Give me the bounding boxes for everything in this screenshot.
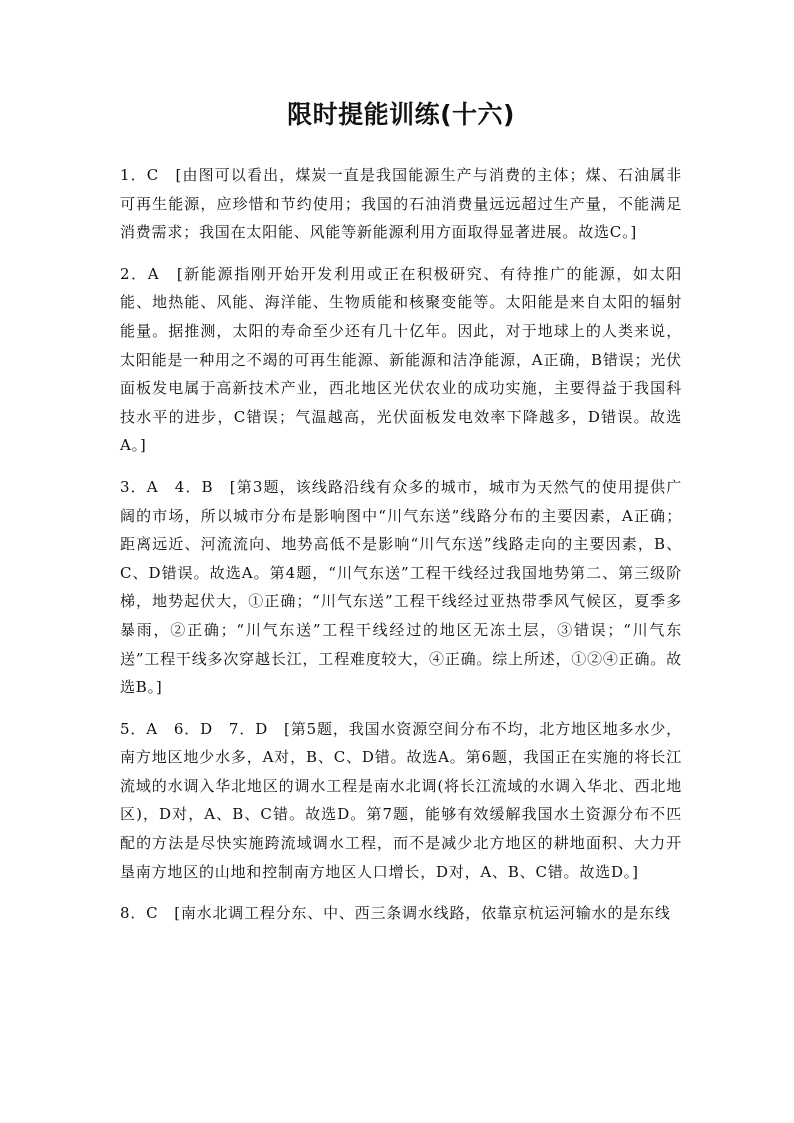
answer-paragraph-2: 2．A [新能源指刚开始开发利用或正在积极研究、有待推广的能源，如太阳能、地热能、风能、海洋能、生物质能和核聚变能等。太阳能是来自太阳的辐射能量。据推测，太阳的寿命至少还有几十亿年。因此，对于地球上的人类来说，太阳能是一种用之不竭的可再生能源、新能源和洁净能源，A正确，B错误；光伏面板发电属于高新技术产业，西北地区光伏农业的成功实施，主要得益于我国科技水平的进步，C错误；气温越高，光伏面板发电效率下降越多，D错误。故选A。] <box>120 264 682 455</box>
answer-paragraph-3: 3．A 4．B [第3题，该线路沿线有众多的城市，城市为天然气的使用提供广阔的市场，所以城市分布是影响图中“川气东送”线路分布的主要因素，A正确；距离远近、河流流向、地势高低不是影响“川气东送”线路走向的主要因素，B、C、D错误。故选A。第4题，“川气东送”工程干线经过我国地势第二、第三级阶梯，地势起伏大，①正确；“川气东送”工程干线经过亚热带季风气候区，夏季多暴雨，②正确；“川气东送”工程干线经过的地区无冻土层，③错误；“川气东送”工程干线多次穿越长江，工程难度较大，④正确。综上所述，①②④正确。故选B。] <box>120 477 682 697</box>
answer-paragraph-4: 5．A 6．D 7．D [第5题，我国水资源空间分布不均，北方地区地多水少，南方地区地少水多，A对，B、C、D错。故选A。第6题，我国正在实施的将长江流域的水调入华北地区的调水工程是南水北调(将长江流域的水调入华北、西北地区)，D对，A、B、C错。故选D。第7题，能够有效缓解我国水土资源分布不匹配的方法是尽快实施跨流域调水工程，而不是减少北方地区的耕地面积、大力开垦南方地区的山地和控制南方地区人口增长，D对，A、B、C错。故选D。] <box>120 719 682 881</box>
answer-paragraph-5: 8．C [南水北调工程分东、中、西三条调水线路，依靠京杭运河输水的是东线 <box>120 904 671 923</box>
page-title: 限时提能训练(十六) <box>287 100 515 129</box>
answer-paragraph-1: 1．C [由图可以看出，煤炭一直是我国能源生产与消费的主体；煤、石油属非可再生能源，应珍惜和节约使用；我国的石油消费量远远超过生产量，不能满足消费需求；我国在太阳能、风能等新能源利用方面取得显著进展。故选C。] <box>120 166 682 242</box>
